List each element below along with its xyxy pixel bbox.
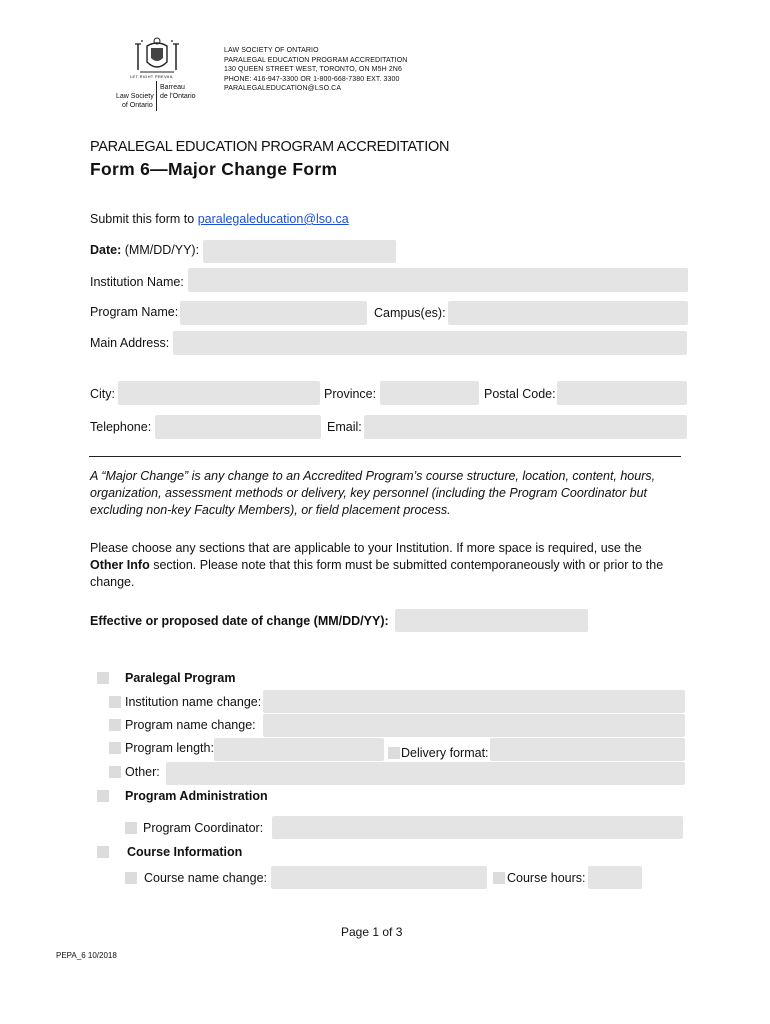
logo-name-en-1: Law Society	[116, 93, 154, 100]
delivery-format-checkbox[interactable]	[388, 747, 400, 759]
instructions	[90, 540, 670, 591]
instructions-part2: section. Please note that this form must be submitted contemporaneously with or prior to the change.	[90, 558, 664, 589]
date-label-bold: Date:	[90, 243, 122, 257]
course-hours-field[interactable]	[588, 866, 642, 889]
postal-field[interactable]	[557, 381, 687, 405]
delivery-format-field[interactable]	[490, 738, 685, 761]
instructions-bold: Other Info	[90, 558, 150, 572]
program-administration-checkbox[interactable]	[97, 790, 109, 802]
city-label: City:	[90, 387, 115, 401]
course-information-checkbox[interactable]	[97, 846, 109, 858]
city-field[interactable]	[118, 381, 320, 405]
program-coordinator-field[interactable]	[272, 816, 683, 839]
program-length-checkbox[interactable]	[109, 742, 121, 754]
header-line-2: PARALEGAL EDUCATION PROGRAM ACCREDITATION	[224, 56, 408, 64]
address-label: Main Address:	[90, 336, 170, 350]
delivery-format-label: Delivery format:	[401, 746, 489, 760]
logo-divider	[156, 81, 157, 111]
postal-label: Postal Code:	[484, 387, 556, 401]
institution-name-change-field[interactable]	[263, 690, 685, 713]
program-label: Program Name:	[90, 305, 179, 319]
effective-date-label: Effective or proposed date of change (MM/DD/YY):	[90, 614, 389, 628]
form-code: PEPA_6 10/2018	[56, 951, 117, 960]
lso-crest-logo	[132, 36, 182, 76]
telephone-label: Telephone:	[90, 420, 152, 434]
other-label: Other:	[125, 765, 160, 779]
section-divider	[89, 456, 681, 457]
course-information-label: Course Information	[127, 845, 243, 859]
logo-name-fr-1: Barreau	[160, 84, 185, 91]
institution-name-change-checkbox[interactable]	[109, 696, 121, 708]
institution-label: Institution Name:	[90, 275, 184, 289]
program-coordinator-label: Program Coordinator:	[143, 821, 264, 835]
form-title: Form 6—Major Change Form	[90, 159, 338, 179]
header-address	[224, 46, 407, 94]
institution-name-change-label: Institution name change:	[125, 695, 262, 709]
program-name-change-label: Program name change:	[125, 718, 256, 732]
program-field[interactable]	[180, 301, 367, 325]
logo-motto: LET RIGHT PREVAIL	[130, 74, 174, 79]
program-coordinator-checkbox[interactable]	[125, 822, 137, 834]
date-label	[90, 243, 199, 257]
campus-label: Campus(es):	[374, 306, 446, 320]
course-name-change-field[interactable]	[271, 866, 487, 889]
program-name-change-field[interactable]	[263, 714, 685, 737]
paralegal-program-label: Paralegal Program	[125, 671, 236, 685]
program-length-field[interactable]	[214, 738, 384, 761]
institution-field[interactable]	[188, 268, 688, 292]
page-number: Page 1 of 3	[341, 925, 403, 939]
course-name-change-label: Course name change:	[144, 871, 267, 885]
course-hours-checkbox[interactable]	[493, 872, 505, 884]
province-field[interactable]	[380, 381, 479, 405]
submit-line	[90, 212, 349, 226]
course-hours-label: Course hours:	[507, 871, 586, 885]
lso-logo	[112, 36, 202, 112]
header-line-1: LAW SOCIETY OF ONTARIO	[224, 47, 319, 54]
page-heading: PARALEGAL EDUCATION PROGRAM ACCREDITATION	[90, 139, 450, 155]
effective-date-field[interactable]	[395, 609, 588, 632]
program-length-label: Program length:	[125, 741, 214, 755]
other-checkbox[interactable]	[109, 766, 121, 778]
major-change-definition: A “Major Change” is any change to an Accredited Program’s course structure, location, content, hours, organization, assessment methods or delivery, key personnel (including the Program Coordinator but excluding non-key Faculty Members), or field placement process.	[90, 469, 656, 517]
header-line-5: PARALEGALEDUCATION@LSO.CA	[224, 85, 342, 93]
telephone-field[interactable]	[155, 415, 321, 439]
email-field[interactable]	[364, 415, 687, 439]
course-name-change-checkbox[interactable]	[125, 872, 137, 884]
date-label-rest: (MM/DD/YY):	[121, 243, 200, 257]
date-field[interactable]	[203, 240, 396, 263]
instructions-part1: Please choose any sections that are applicable to your Institution. If more space is required, use the	[90, 541, 642, 555]
logo-name-fr-2: de l'Ontario	[160, 93, 196, 100]
submit-prefix: Submit this form to	[90, 212, 198, 226]
campus-field[interactable]	[448, 301, 688, 325]
email-label: Email:	[327, 420, 362, 434]
submit-email-link[interactable]: paralegaleducation@lso.ca	[197, 212, 349, 226]
program-administration-label: Program Administration	[125, 789, 268, 803]
address-field[interactable]	[173, 331, 687, 355]
paralegal-program-checkbox[interactable]	[97, 672, 109, 684]
logo-name-en-2: of Ontario	[122, 102, 153, 109]
header-line-4: PHONE: 416-947-3300 OR 1-800-668-7380 EXT. 3300	[224, 75, 400, 83]
program-name-change-checkbox[interactable]	[109, 719, 121, 731]
other-field[interactable]	[166, 762, 685, 785]
header-line-3: 130 QUEEN STREET WEST, TORONTO, ON M5H 2N6	[224, 66, 402, 74]
province-label: Province:	[324, 387, 377, 401]
